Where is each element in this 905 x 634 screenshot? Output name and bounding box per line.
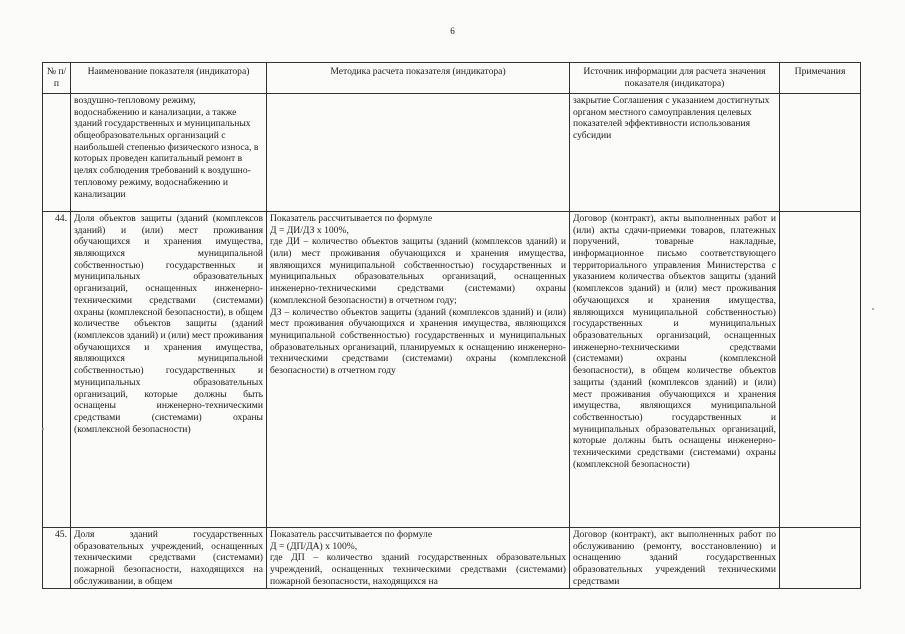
method-body-2: ДЗ – количество объектов защиты (зданий (комплексов зданий) и (или) мест проживания обучающихся и хранения имущества, являющихся муниципальной собственностью) государственных и муниципальных образовательных организаций, планируемых к оснащению инженерно-техническими средствами (системами) охраны (комплексной безопасности) в отчетном году [270,306,566,377]
cell-method [267,93,570,211]
cell-num: 44. [43,211,71,527]
table-row-44 [43,211,861,527]
header-source: Источник информации для расчета значения показателя (индикатора) [570,63,780,94]
page-number: 6 [450,26,455,36]
header-method: Методика расчета показателя (индикатора) [267,63,570,94]
cell-num [43,93,71,211]
method-body: где ДИ – количество объектов защиты (зданий (комплексов зданий) и (или) мест проживания обучающихся и хранения имущества, являющихся муниципальной собственностью) государственных и муниципальных образовательных организаций, оснащенных инженерно-техническими средствами (системами) охраны (комплексной безопасности) в отчетном году; [270,236,566,306]
cell-source: Договор (контракт), акт выполненных работ по обслуживанию (ремонту, восстановлению) и оснащению зданий государственных образовательных учреждений техническими средствами [570,527,780,589]
cell-notes [780,211,861,527]
header-notes: Примечания [780,63,861,94]
table-header-row [43,63,861,94]
method-body: где ДП – количество зданий государственных образовательных учреждений, оснащенных техническими средствами (системами) пожарной безопасности, находящихся на [270,552,566,587]
header-num: № п/п [43,63,71,94]
cell-num: 45. [43,527,71,589]
cell-name: Доля объектов защиты (зданий (комплексов зданий) и (или) мест проживания обучающихся и хранения имущества, являющихся муниципальной собственностью) государственных и муниципальных образовательных организаций, оснащенных инженерно-техническими средствами (системами) охраны (комплексной безопасности), в общем количестве объектов защиты (зданий (комплексов зданий) и (или) мест проживания обучающихся и хранения имущества, являющихся муниципальной собственностью) государственных и муниципальных образовательных организаций, которые должны быть оснащены инженерно-техническими средствами (системами) охраны (комплексной безопасности) [71,211,267,527]
cell-notes [780,93,861,211]
scan-speck [42,428,44,430]
method-intro: Показатель рассчитывается по формуле [270,528,433,540]
method-formula: Д = ДИ/ДЗ х 100%, [270,224,349,236]
table-row-45 [43,527,861,589]
scan-speck [872,308,874,310]
indicators-table [42,62,861,589]
cell-name: Доля зданий государственных образовательных учреждений, оснащенных техническими средствами (системами) пожарной безопасности, находящихся на обслуживании, в общем [71,527,267,589]
cell-source: Договор (контракт), акты выполненных работ и (или) акты сдачи-приемки товаров, платежных поручений, товарные накладные, информационное письмо соответствующего территориального управления Министерства с указанием количества объектов защиты (зданий (комплексов зданий) и (или) мест проживания обучающихся и хранения имущества, являющихся муниципальной собственностью) государственных и муниципальных образовательных организаций, оснащенных инженерно-техническими средствами (системами) охраны (комплексной безопасности), в общем количестве объектов защиты (зданий (комплексов зданий) и (или) мест проживания обучающихся и хранения имущества, являющихся муниципальной собственностью) государственных и муниципальных образовательных организаций, которые должны быть оснащены инженерно-техническими средствами (системами) охраны (комплексной безопасности) [570,211,780,527]
method-intro: Показатель рассчитывается по формуле [270,212,433,224]
cell-method [267,527,570,589]
cell-source: закрытие Соглашения с указанием достигнутых органом местного самоуправления целевых показателей эффективности использования субсидии [570,93,780,211]
cell-method [267,211,570,527]
table-row-continuation [43,93,861,211]
cell-notes [780,527,861,589]
method-formula: Д = (ДП/ДА) х 100%, [270,540,358,552]
header-name: Наименование показателя (индикатора) [71,63,267,94]
cell-name: воздушно-тепловому режиму, водоснабжению и канализации, а также зданий государственных и муниципальных общеобразовательных организаций с наибольшей степенью физического износа, в которых проведен капитальный ремонт в целях соблюдения требований к воздушно-тепловому режиму, водоснабжению и канализации [71,93,267,211]
